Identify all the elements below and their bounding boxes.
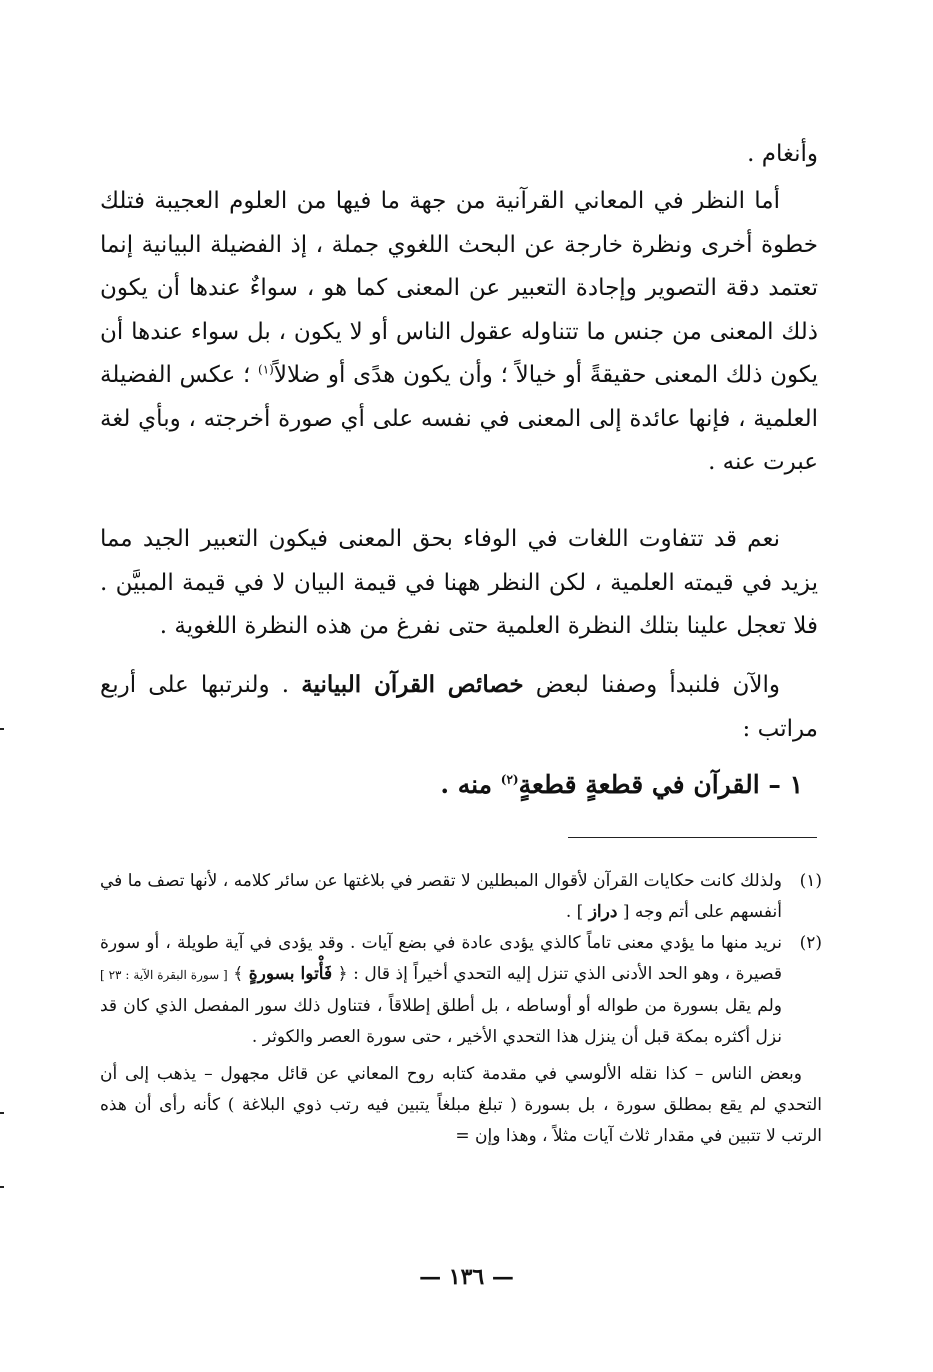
heading-text-cont: منه . (440, 770, 501, 799)
footnote-2-continuation (100, 1059, 822, 1152)
paragraph-text: والآن فلنبدأ وصفنا لبعض (523, 672, 780, 698)
footnote-2 (100, 928, 822, 1053)
heading-text: ١ – القرآن في قطعةٍ قطعةٍ (518, 770, 803, 799)
footnotes (100, 866, 822, 1152)
footnote-1 (100, 866, 822, 928)
footnote-text-end: ] . (565, 902, 589, 922)
footnote-divider (568, 837, 817, 838)
verse-citation: [ سورة البقرة الآية : ٢٣ ] (100, 968, 228, 982)
bold-phrase: خصائص القرآن البيانية (301, 671, 524, 698)
section-heading (440, 765, 803, 805)
paragraph-text-cont: . ولنرتبها على أربع مراتب : (100, 672, 818, 742)
paragraph-ranks-intro (100, 663, 818, 751)
continued-text (100, 133, 818, 177)
continued-text-line: وأنغام . (747, 141, 818, 167)
footnote-number: (٢) (799, 933, 822, 953)
page-number: — ١٣٦ — (419, 1264, 514, 1290)
quote-bracket: ﴾ (227, 964, 249, 984)
footnote-number: (١) (799, 871, 822, 891)
footnote-ref-1[interactable]: (١) (258, 362, 274, 377)
paragraph-languages (100, 518, 818, 649)
footnote-text: نريد منها ما يؤدي معنى تاماً كالذي يؤدى عادة في بضع آيات . وقد يؤدى في آية طويلة ، أو سورة قصيرة ، وهو الحد الأدنى الذي تنزل إليه التحدي أخيراً إذ قال : ﴿ (100, 933, 782, 984)
footnote-source: دراز (588, 902, 618, 922)
paragraph-rhetoric-vs-science (100, 180, 818, 485)
paragraph-text: نعم قد تتفاوت اللغات في الوفاء بحق المعنى فيكون التعبير الجيد مما يزيد في قيمته العلمية ، لكن النظر ههنا في قيمة البيان لا في قيمة المبيَّن . فلا تعجل علينا بتلك النظرة العلمية حتى نفرغ من هذه النظرة اللغوية . (100, 526, 818, 639)
scan-margin-mark (0, 728, 4, 730)
scan-margin-mark (0, 1186, 4, 1188)
scan-margin-mark (0, 1112, 4, 1114)
footnote-ref-2[interactable]: (٢) (500, 772, 519, 787)
footnote-text: وبعض الناس – كذا نقله الألوسي في مقدمة كتابه روح المعاني عن قائل مجهول – يذهب إلى أن التحدي لم يقع بمطلق سورة ، بل بسورة ( تبلغ مبلغاً يتبين فيه رتب ذوي البلاغة ) كأنه رأى أن هذه الرتب لا تتبين في مقدار ثلاث آيات مثلاً ، وهذا وإن = (100, 1064, 822, 1146)
paragraph-text: أما النظر في المعاني القرآنية من جهة ما فيها من العلوم العجيبة فتلك خطوة أخرى ونظرة خارجة عن البحث اللغوي جملة ، إذ الفضيلة البيانية إنما تعتمد دقة التصوير وإجادة التعبير عن المعنى كما هو ، سواءٌ عندها أن يكون ذلك المعنى من جنس ما تتناوله عقول الناس أو لا يكون ، بل سواء عندها أن يكون ذلك المعنى حقيقةً أو خيالاً ؛ وأن يكون هدًى أو ضلالاً (100, 188, 818, 388)
footnote-text-cont: ولم يقل بسورة من طواله أو أوساطه ، بل أطلق إطلاقاً ، فتناول ذلك سور المفصل الذي كان قد نزل أكثره بمكة قبل أن ينزل هذا التحدي الأخير ، حتى سورة العصر والكوثر . (100, 996, 782, 1047)
paragraph-text-cont: ؛ عكس الفضيلة العلمية ، فإنها عائدة إلى المعنى في نفسه على أي صورة أخرجته ، وبأي لغة عبرت عنه . (100, 362, 818, 475)
quran-quote: فَأْتوا بسورةٍ (248, 964, 333, 984)
footnote-text: ولذلك كانت حكايات القرآن لأقوال المبطلين لا تقصر في بلاغتها عن سائر كلامه ، لأنها تصف ما في أنفسهم على أتم وجه [ (100, 871, 782, 922)
